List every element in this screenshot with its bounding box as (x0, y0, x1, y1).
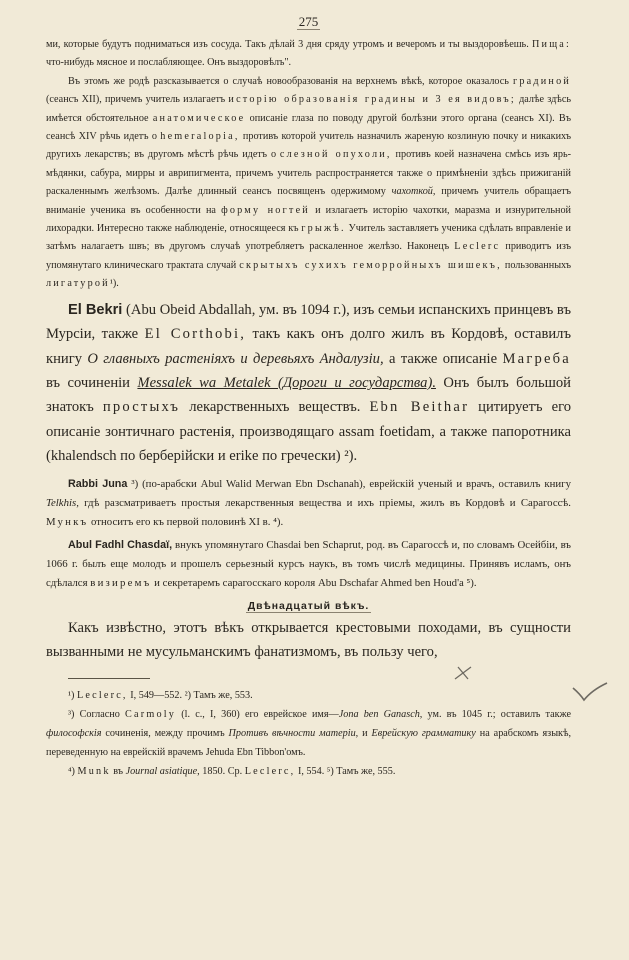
pencil-check-mark (570, 680, 610, 704)
paragraph-clinical-sessions: Въ этомъ же родѣ разсказывается о случаѣ новообразованія на верхнемъ вѣкѣ, которое оказалось градиной (сеансъ XII), причемъ учитель излагаетъ исторію образованія градины и 3 ея видовъ; далѣе здѣсь имѣется обстоятельное анатомическое описаніе глаза по поводу другой болѣзни этого органа (сеансъ XI). Въ сеансѣ XIV рѣчь идетъ о hemeralopia, противъ которой учитель назначилъ жареную козлиную почку и никакихъ другихъ лекарствъ; въ другомъ мѣстѣ рѣчь идетъ о слезной опухоли, противъ коей назначена смѣсь изъ ярь-мѣдянки, сабура, мирры и аврипигмента, причемъ учитель распространяется также о примѣненіи здѣсь прижиганій раскаленнымъ желѣзомъ. Далѣе длинный сеансъ посвященъ одержимому чахоткой, причемъ учитель обращаетъ вниманіе ученика въ особенности на форму ногтей и излагаетъ исторію чахотки, маразма и изнурительной лихорадки. Интересно также наблюденіе, относящееся къ грыжѣ. Учитель заставляетъ ученика сдѣлать вправленіе и затѣмъ налагаетъ швъ; въ другомъ случаѣ употребляетъ раскаленное желѣзо. Наконецъ Leclerc приводитъ изъ упомянутаго клиническаго трактата случай скрытыхъ сухихъ геморройныхъ шишекъ, пользованныхъ лигатурой¹). (46, 75, 572, 290)
footnote-divider (68, 678, 150, 679)
footnote-1-2: ¹) Leclerc, I, 549—552. ²) Тамъ же, 553. (68, 690, 253, 702)
paragraph-case-report-end: ми, которые будутъ подниматься изъ сосуда. Такъ дѣлай 3 дня сряду утромъ и вечеромъ и ты выздоровѣешь. Пища: что-нибудь мясное и послабляющее. Онъ выздоровѣлъ". (46, 39, 571, 69)
footnote-3: ³) Согласно Carmoly (l. c., I, 360) его еврейское имя—Jona ben Ganasch, ум. въ 1045 г.; оставилъ также философскія сочиненія, между прочимъ Противъ вѣчности матеріи, и Еврейскую грамматику на арабскомъ языкѣ, переведенную на еврейскій врачемъ Jehuda Ebn Tibbon'омъ. (46, 709, 572, 758)
paragraph-rabbi-juna: Rabbi Juna ³) (по-арабски Abul Walid Merwan Ebn Dschanah), еврейскій ученый и врачъ, оставилъ книгу Telkhis, гдѣ разсматриваетъ простыя лекарственныя вещества и ихъ пріемы, жилъ въ Кордовѣ и Сарагоссѣ. Мункъ относитъ его къ первой половинѣ XI в. ⁴). Abul Fadhl Chasdaï, внукъ упомянутаго Chasdai ben Schaprut, род. въ Сарагоссѣ и, по словамъ Осейбіи, въ 1066 г. былъ еще молодъ и прошелъ серьезный курсъ наукъ, въ томъ числѣ медицины. Принявъ исламъ, онъ сдѣлался визиремъ и секретаремъ сарагосскаго короля Abu Dschafar Ahmed ben Houd'a ⁵). (46, 475, 571, 593)
paragraph-abul-fadhl: Abul Fadhl Chasdaï, внукъ упомянутаго Chasdai ben Schaprut, род. въ Сарагоссѣ и, по словамъ Осейбіи, въ 1066 г. былъ еще молодъ и прошелъ серьезный курсъ наукъ, въ томъ числѣ медицины. Принявъ исламъ, онъ сдѣлался визиремъ и секретаремъ сарагосскаго короля Abu Dschafar Ahmed ben Houd'a ⁵). (46, 538, 572, 589)
page-number: 275 (298, 14, 319, 29)
paragraph-el-bekri: El Bekri (Abu Obeid Abdallah, ум. въ 1094 г.), изъ семьи испанскихъ принцевъ въ Мурсіи, также El Corthobi, такъ какъ онъ долго жилъ въ Кордовѣ, оставилъ книгу О главныхъ растеніяхъ и деревьяхъ Андалузіи, а также описаніе Магреба въ сочиненіи Messalek wa Metalek (Дороги и государства). Онъ былъ большой знатокъ простыхъ лекарственныхъ веществъ. Ebn Beithar цитируетъ его описаніе зонтичнаго растенія, производящаго assam foetidam, а также папоротника (khalendsch по берберійски и erike по гречески) ²). (46, 301, 571, 465)
section-heading: Двѣнадцатый вѣкъ. (247, 600, 370, 612)
footnote-4-5: ⁴) Munk въ Journal asiatique, 1850. Ср. Leclerc, I, 554. ⁵) Тамъ же, 555. (68, 765, 396, 777)
paragraph-twelfth-century: Какъ извѣстно, этотъ вѣкъ открывается крестовыми походами, въ сущности вызванными не мусульманскимъ фанатизмомъ, въ пользу чего, (46, 619, 571, 660)
footnotes (46, 687, 571, 781)
pencil-cross-mark (452, 663, 474, 683)
